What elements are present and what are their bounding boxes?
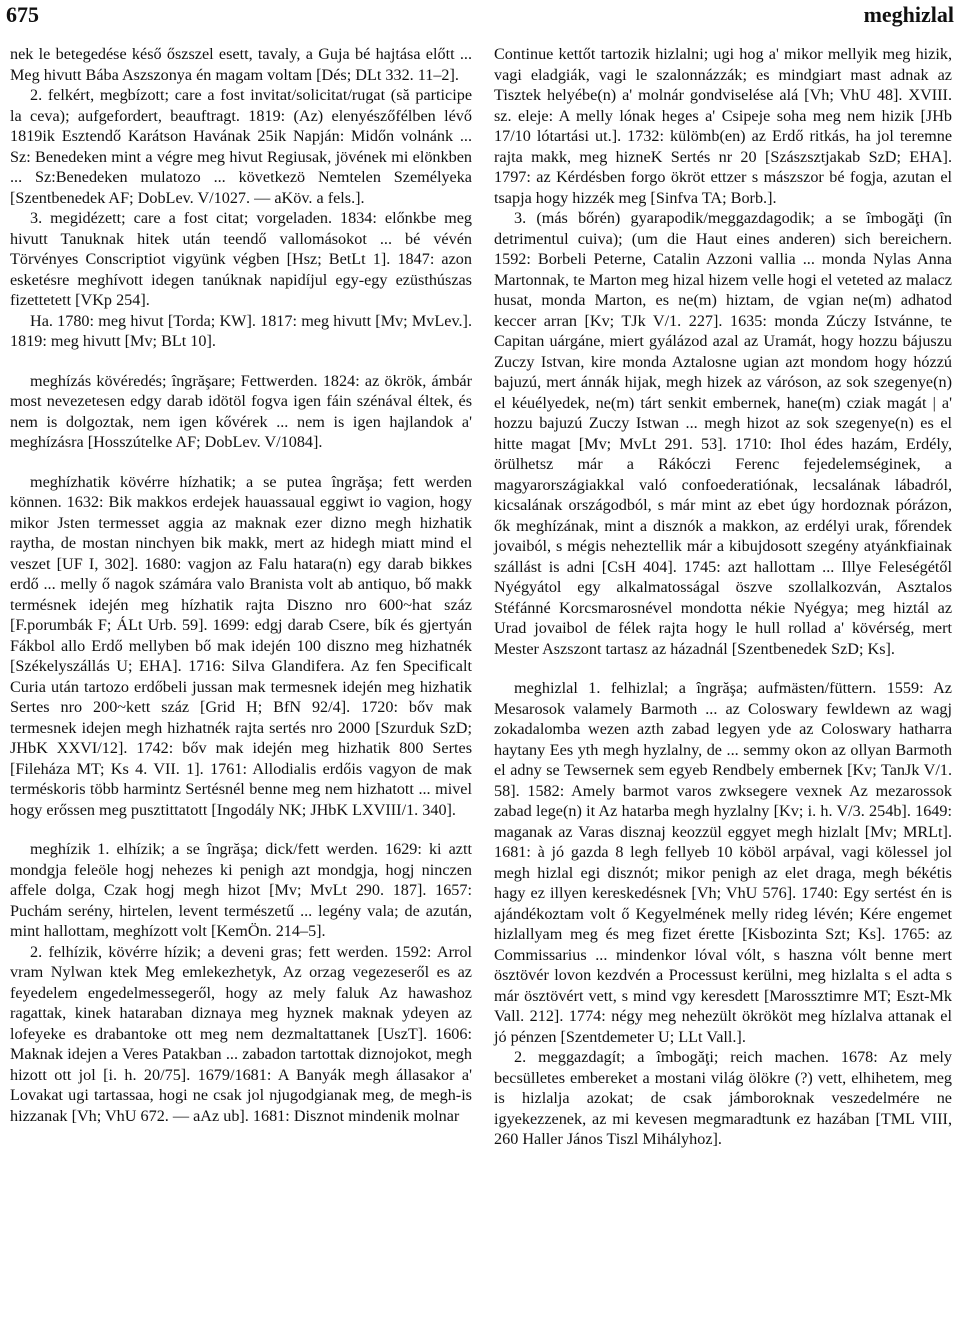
dictionary-paragraph: 3. megidézett; care a fost citat; vorgeladen. 1834: előnkbe meg hivutt Tanuknak hitek után teendő vallomásokot ... bé vévén Törvényes Conscriptiot vigyünk végben [Hsz; BetLt 1]. 1847: azon esketésre meghívott idegen tanúknak napidíjul egy-egy ezüsthúszas fizettetett [VKp 254]. (10, 209, 472, 309)
dictionary-paragraph: meghízik 1. elhízik; a se îngrăşa; dick/fett werden. 1629: ki aztt mondgja feleöle hogj nehezes ki penigh azt mondgja, hogj ninczen affele dolga, Czak hogj megh hizot [Mv; MvLt 290. 187]. 1657: Puchám serény, hirtelen, levent természetű ... legény vala; de azután, mint hallottam, meghízott volt [KemÖn. 214–5]. (10, 840, 472, 940)
dictionary-paragraph: nek le betegedése késő őszszel esett, tavaly, a Guja bé hajtása előtt ... Meg hivutt Bába Aszszonya én magam voltam [Dés; DLt 332. 11–2]. (10, 45, 472, 84)
dictionary-paragraph: meghízás kövéredés; îngrăşare; Fettwerden. 1824: az ökrök, ámbár most nevezetesen edgy darab idötöl fogva igen fáin szénával éltek, és nem is dolgoztak, nem igen kővérek ... nem is igen hajlandok a' meghízásra [Hosszútelke AF; DobLev. V/1084]. (10, 371, 472, 451)
dictionary-paragraph: Ha. 1780: meg hivut [Torda; KW]. 1817: meg hivutt [Mv; MvLev.]. 1819: meg hivutt [Mv; BLt 10]. (10, 311, 472, 350)
page-number: 675 (6, 2, 39, 27)
left-column (10, 44, 472, 1126)
running-headword: meghizlal (863, 2, 954, 27)
dictionary-paragraph: meghízhatik kövérre hízhatik; a se putea îngrăşa; fett werden können. 1632: Bik makkos erdejek hauassaual eggiwt io vagion, hogy mikor Jsten termesset aggia az maknak ezer dizno megh hizhatik raytha, de mostan ninchyen bik makk, mert az hidegh miatt mind el veszet [UF I, 302]. 1680: vagjon az Falu hatara(n) egy darab bikkes erdő ... melly ő nagok számára valo Branista volt ab antiquo, bő makk termésnek idején meg hízhatik rajta Diszno nro 600~hat száz [F.porumbák F; ÁLt Urb. 59]. 1699: edgj darab Csere, bík és gjertyán Fákbol allo Erdő mellyben bő mak idején 100 diszno meg hizhatnék [Székelyszállás U; EHA]. 1716: Silva Glandifera. Az fen Specificalt Curia után tartozo erdőbeli jussan mak termesnek idején meg hizhatik Sertes nro 200~kett száz [Grid H; BfN 92/4]. 1720: bőv mak termesnek idejen megh hizhatnék rajta sertés nro 2000 [Szurduk SzD; JHbK XXVI/12]. 1742: bőv mak idején meg hizhatik 800 Sertes [Fileháza MT; Ks 4. VII. 1]. 1761: Allodialis erdőis vagyon de mak terméskoris több harmintz Sertésnél benne meg nem hizhatott ... mivel hogy erőssen meg pusztittatott [Ingodály NK; JHbK LXVIII/1. 340]. (10, 472, 472, 819)
dictionary-paragraph: 2. felkért, megbízott; care a fost invitat/solicitat/rugat (să participe la ceva); aufgefordert, beauftragt. 1819: (Az) elenyészőfélben lévő 1819ik Esztendő Karátson Havának 25ik Napján: Midőn volnánk ... Sz: Benedeken mint a végre meg hivut Regiusak, jövének mi elönkben ... Sz:Benedeken mulatozo ... következö Nemtelen Személyeka [Szentbenedek AF; DobLev. V/1027. — aKöv. a fels.]. (10, 86, 472, 207)
dictionary-paragraph: 2. felhízik, kövérre hízik; a deveni gras; fett werden. 1592: Arrol vram Nylwan ktek Meg emlekezhetyk, Az orzag vegezeseről es az feyedelem engedelmessegeről, hogy az mely faluk Az hawashoz ragattak, kinek hataraban diznaya meg hyznek maknak ydeyen az lofeyeke es drabantoke ott meg nem dezmaltattanek [UszT]. 1606: Maknak idejen a Veres Patakban ... zabadon tartottak diznojokot, megh hizott ott jol [i. h. 20/75]. 1679/1681: A Banyák megh állasakor a' Lovakat ugi tartassaa, hogi ne csak jol njugodgianak meg, de megh-is hizzanak [Vh; VhU 672. — aAz ub]. 1681: Disznot mindenik molnar (10, 942, 472, 1125)
dictionary-paragraph: Continue kettőt tartozik hizlalni; ugi hog a' mikor mellyik meg hizik, vagi eladgiák, vagi le szalonnázzák; es mindgiart mast adnak az Tisztek helyébe(n) a' molnár gondviselése alá [Vh; VhU 48]. XVIII. sz. eleje: A melly lónak heges a' Csipeje soha meg nem hizik [JHb 17/10 lótartási ut.]. 1732: külömb(en) az Erdő ritkás, ha jol teremne rajta makk, meg hizneK Sertés nr 20 [Szászsztjakab SzD; EHA]. 1797: az Kérdésben forgo ökröt ettzer s mászszor bé fogja, azutan el tsapja hogy hizzék meg [Sinfva TA; Borb.]. (494, 45, 952, 207)
page-header (0, 0, 960, 36)
right-column (494, 44, 952, 1150)
dictionary-paragraph: 3. (más bőrén) gyarapodik/meggazdagodik; a se îmbogăţi (în detrimentul cuiva); (um die Haut eines anderen) sich bereichern. 1592: Borbeli Peterne, Catalin Azzoni vallia ... monda Nylas Anna Martonnak, te Marton meg hizal hizem velle hogi el veteted az malacz husat, monda Marton, es ne(m) hiztam, de vgian ne(m) adhatod keccer arran [Kv; TJk V/1. 227]. 1635: monda Zúczy Istvánne, te Capitan uárgáne, miert gyálázod azal az Uramát, hogy hozzu bájuszu Zuczy Istvan, kire monda Aztalosne ugian azt mondom hogy hózzú bajuzú, mert ánnák hijak, megh hizek az váróson, az sok szegenye(n) el kéuélyedek, ne(m) tárt senkit embernek, hane(m) cziak magát | a' hozzu bajuzú Zuczy Istwan ... megh hizot az sok szegenye(n) es el hitte magat [Mv; MvLt 291. 53]. 1710: Ihol édes hazám, Erdély, örülhetsz már a Rákóczi Ferenc fejedelemséginek, a magyarországiakkal való confoederatiónak, lecsalának lábadról, kicsalának országodból, s már mint az ebet úgy hordoznak pórázon, ők meghízának, mint a disznók a makkon, az erdélyi urak, főrendek jovaiból, s mégis neheztellik már a kibujdosott szegény atyánkfiainak szállást is adni [CsH 404]. 1745: azt hallottam ... Illye Feleségétől Nyégyátol egy alkalmatosságal öszve szollalkozván, Asztalos Stéfánné Korcsmarosnével mondotta nékie Nyégya; meg hiztál az Urad jovaibol de félek rajta hogy le hull rollad a' kövérség, mert Mester Aszszont tartasz az házadnál [Szentbenedek SzD; Ks]. (494, 209, 952, 658)
dictionary-paragraph: meghizlal 1. felhizlal; a îngrăşa; aufmästen/füttern. 1559: Az Mesarosok valamely Barmoth ... az Coloswary fewldewn az wagj zokadalomba wezen azth zabad legyen yde az Coloswary hatharra haytany Ees yth megh hyzlalny, de ... semmy okon az ollyan Barmoth el adny se Tewsernek sem egyeb Rendbely embernek [Kv; TanJk V/1. 58]. 1582: Amely barmot varos zwksegere vexnek Az mezarossok zabad lege(n) it Az hatarba megh hyzlalny [Kv; i. h. V/3. 254b]. 1649: maganak az Varas disznaj keozzül eggyet megh hizlalt [Mv; MRLt]. 1681: à jó gazda 8 legh fellyeb 10 köböl arpával, vagi kölessel jol megh hizlal egi disznót; mikor penigh az elet draga, megh békétis hagy ez illyen kereskedésnek [Vh; VhU 576]. 1740: Egy sertést én is ajándékoztam volt ő Kegyelmének melly rideg lévén; Kére engemet hizlallyam meg és meg fizet érette [Kisbozinta Szt; Ks]. 1765: az Commissarius ... mindenkor lóval vólt, s hasznа vólt benne mert ösztövér lovon kezdvén a Processust kerülni, meg hizlalta s el adta s már ösztövért vett, s mind vgy keresdett [Marossztimre MT; Eszt-Mk Vall. 212]. 1774: négy meg nehezült ökrököt meg hízlalva attanak el jó pénzen [Szentdemeter U; LLt Vall.]. (494, 679, 952, 1046)
dictionary-paragraph: 2. meggazdagít; a îmbogăţi; reich machen. 1678: Az mely becsülletes embereket a mostani világ ölökre (?) vett, elhihetem, meg is hizlalja azokat; de csak jámboroknak veszedelmére ne igyekezzenek, az mi kevesen megmaradtunk ez hazában [TML VIII, 260 Haller János Tiszl Mihályhoz]. (494, 1048, 952, 1148)
